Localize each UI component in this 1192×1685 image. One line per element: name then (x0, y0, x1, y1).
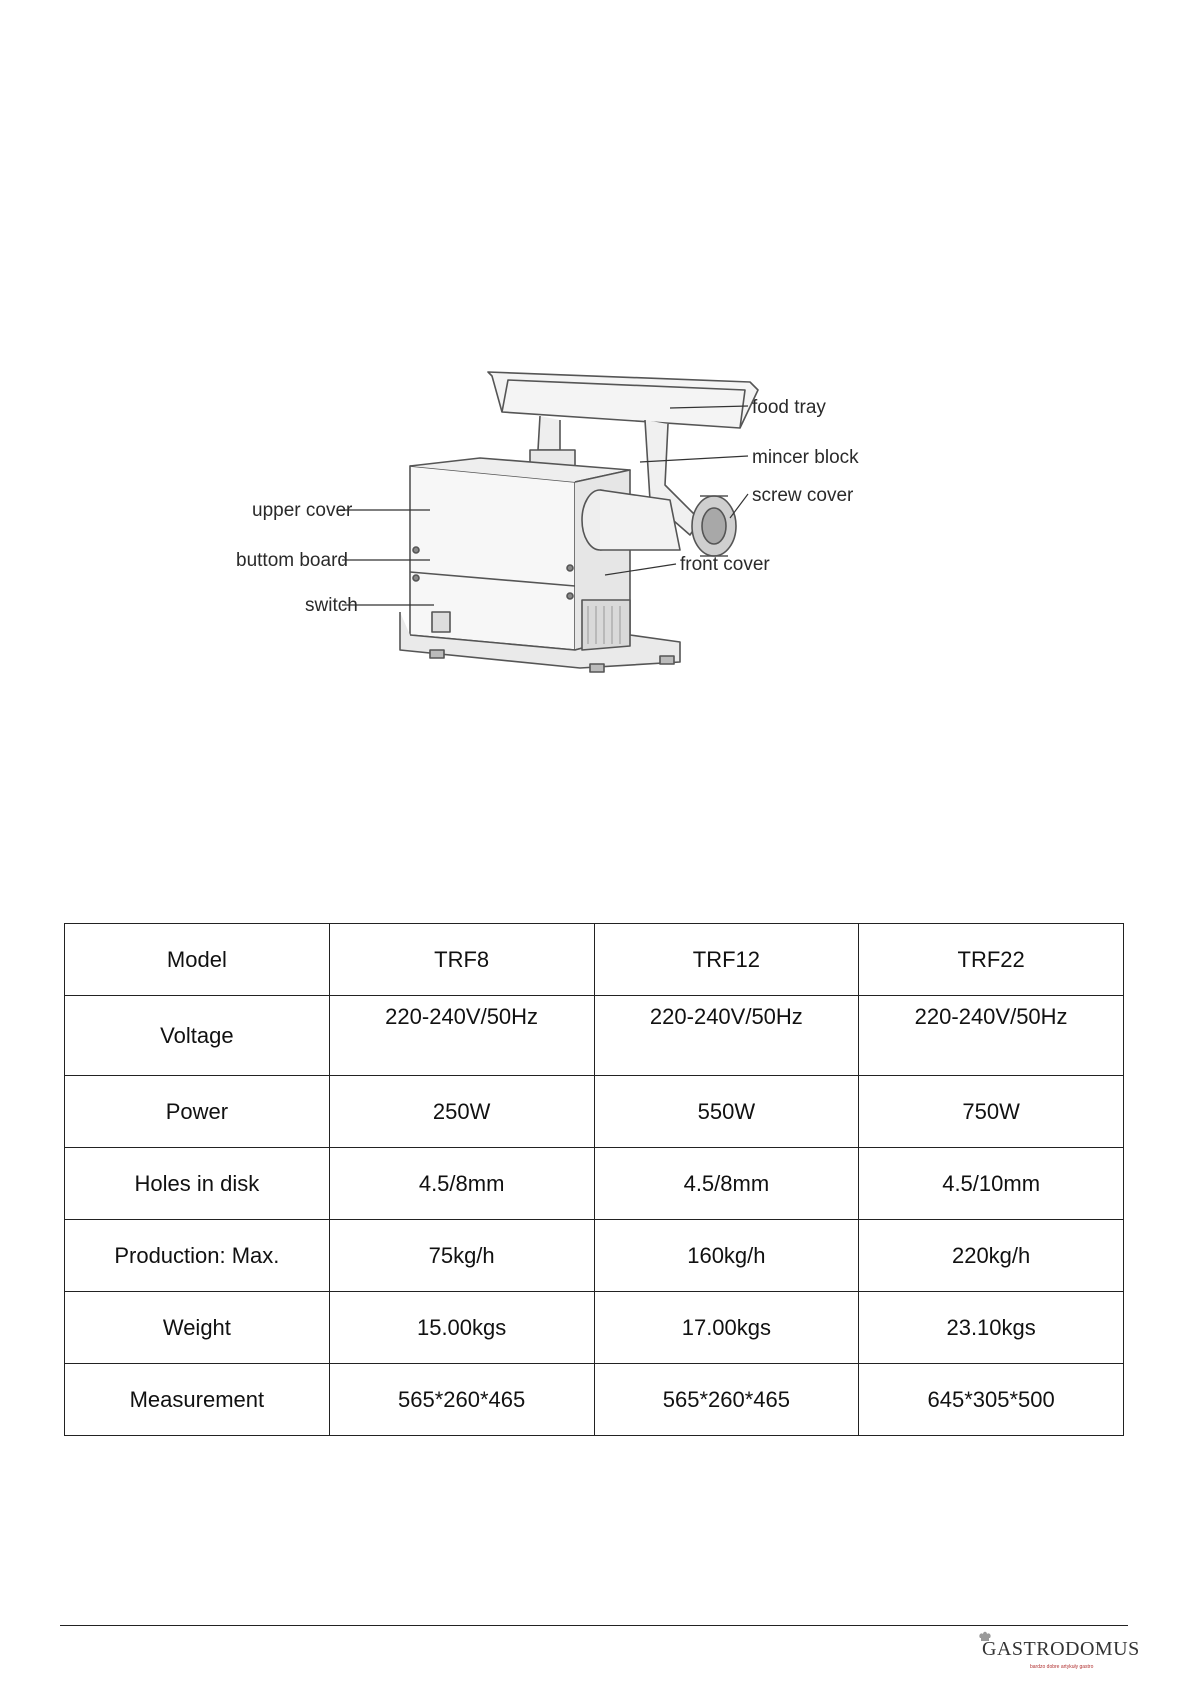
label-food-tray: food tray (752, 397, 826, 418)
table-cell: 160kg/h (594, 1220, 859, 1292)
table-cell: Weight (65, 1292, 330, 1364)
table-cell: Measurement (65, 1364, 330, 1436)
table-cell: 4.5/8mm (594, 1148, 859, 1220)
footer-divider (60, 1625, 1128, 1626)
table-cell: 17.00kgs (594, 1292, 859, 1364)
table-cell: 23.10kgs (859, 1292, 1124, 1364)
logo-tagline: bardzo dobre artykuły gastro (1030, 1664, 1094, 1670)
table-header-cell: TRF22 (859, 924, 1124, 996)
label-mincer-block: mincer block (752, 447, 859, 468)
table-cell: 220-240V/50Hz (594, 996, 859, 1076)
logo-text: GASTRODOMUS (982, 1638, 1140, 1660)
table-cell: 220-240V/50Hz (329, 996, 594, 1076)
table-row (65, 1076, 1124, 1148)
table-header-cell: TRF12 (594, 924, 859, 996)
table-cell: 220kg/h (859, 1220, 1124, 1292)
table-cell: 565*260*465 (594, 1364, 859, 1436)
table-cell: Holes in disk (65, 1148, 330, 1220)
label-switch: switch (305, 595, 358, 616)
table-cell: 4.5/10mm (859, 1148, 1124, 1220)
table-cell: Production: Max. (65, 1220, 330, 1292)
gastrodomus-logo (972, 1630, 1140, 1676)
table-cell: 4.5/8mm (329, 1148, 594, 1220)
table-row (65, 1148, 1124, 1220)
meat-mincer-diagram (230, 350, 970, 690)
spec-table (64, 923, 1124, 1436)
table-cell: Power (65, 1076, 330, 1148)
table-cell: 15.00kgs (329, 1292, 594, 1364)
label-upper-cover: upper cover (252, 500, 353, 521)
table-row (65, 1220, 1124, 1292)
table-header-cell: TRF8 (329, 924, 594, 996)
table-cell: 645*305*500 (859, 1364, 1124, 1436)
label-front-cover: front cover (680, 554, 770, 575)
switch-shape (432, 612, 450, 632)
table-header-cell: Model (65, 924, 330, 996)
front-cover-shape (582, 600, 630, 650)
label-screw-cover: screw cover (752, 485, 854, 506)
table-cell: 250W (329, 1076, 594, 1148)
table-cell: 220-240V/50Hz (859, 996, 1124, 1076)
table-row (65, 996, 1124, 1076)
table-cell: 75kg/h (329, 1220, 594, 1292)
table-cell: 565*260*465 (329, 1364, 594, 1436)
table-header-row (65, 924, 1124, 996)
table-cell: Voltage (65, 996, 330, 1076)
table-cell: 550W (594, 1076, 859, 1148)
table-row (65, 1364, 1124, 1436)
label-buttom-board: buttom board (236, 550, 348, 571)
table-row (65, 1292, 1124, 1364)
table-cell: 750W (859, 1076, 1124, 1148)
